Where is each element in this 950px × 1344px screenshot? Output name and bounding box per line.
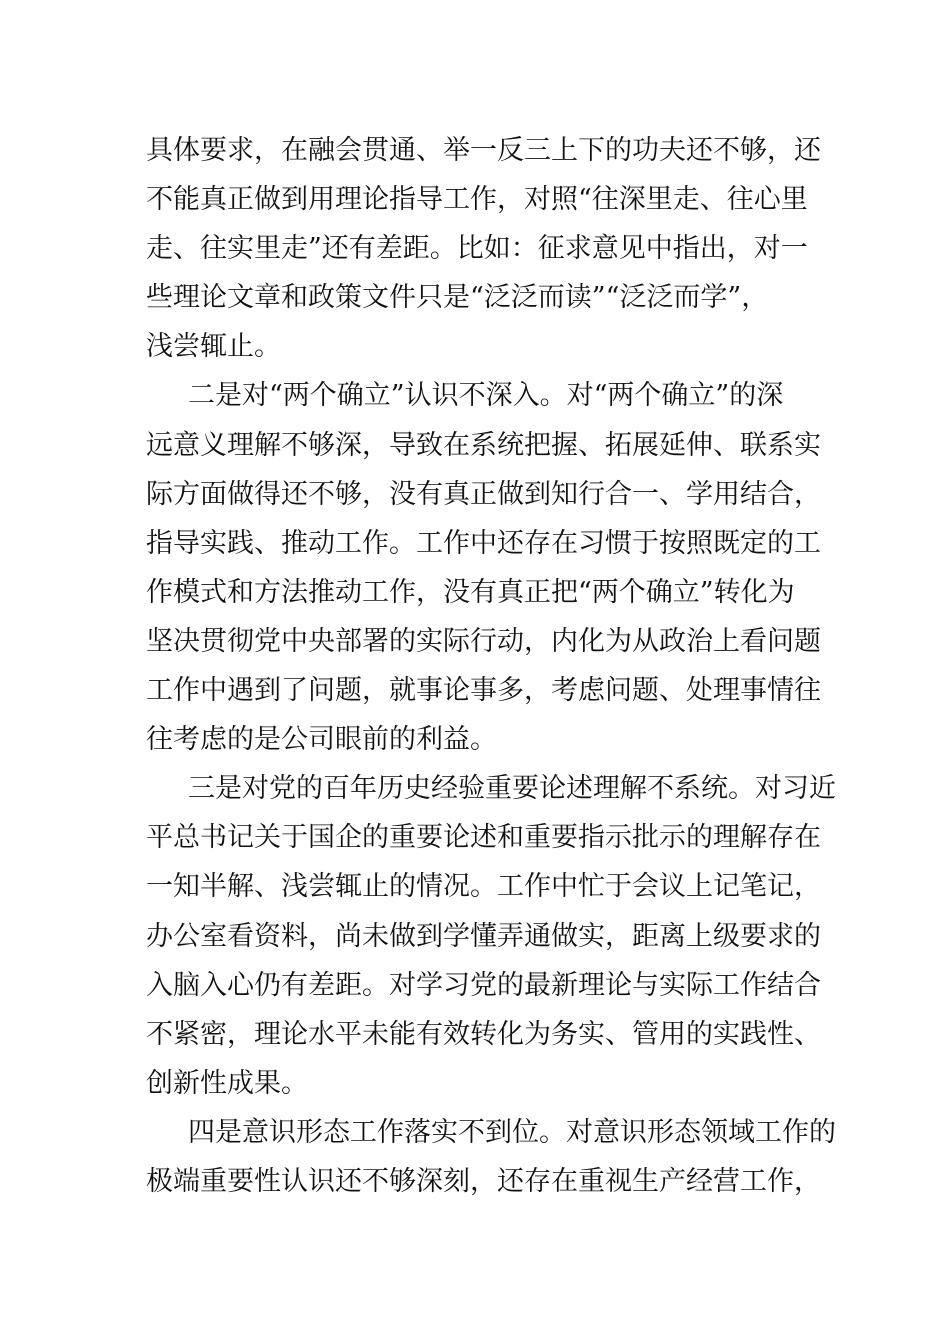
text-line: 不紧密，理论水平未能有效转化为务实、管用的实践性、 — [146, 1018, 821, 1050]
text-line: 三是对党的百年历史经验重要论述理解不系统。对习近 — [188, 773, 836, 805]
text-line: 些理论文章和政策文件只是“泛泛而读”“泛泛而学”， — [146, 282, 769, 314]
text-line: 极端重要性认识还不够深刻，还存在重视生产经营工作， — [146, 1165, 821, 1197]
paragraph-3 — [146, 764, 836, 1108]
text-line: 走、往实里走”还有差距。比如：征求意见中指出，对一 — [146, 233, 808, 265]
text-line: 办公室看资料，尚未做到学懂弄通做实，距离上级要求的 — [146, 920, 821, 952]
text-line: 具体要求，在融会贯通、举一反三上下的功夫还不够，还 — [146, 135, 821, 166]
text-line: 浅尝辄止。 — [146, 331, 281, 363]
text-line: 际方面做得还不够，没有真正做到知行合一、学用结合， — [146, 478, 821, 510]
text-line: 一知半解、浅尝辄止的情况。工作中忙于会议上记笔记， — [146, 871, 821, 903]
text-line: 指导实践、推动工作。工作中还存在习惯于按照既定的工 — [146, 527, 821, 559]
text-line: 工作中遇到了问题，就事论事多，考虑问题、处理事情往 — [146, 675, 821, 707]
paragraph-1 — [146, 126, 821, 371]
text-line: 作模式和方法推动工作，没有真正把“两个确立”转化为 — [146, 576, 795, 608]
document-body — [146, 126, 836, 1206]
text-line: 远意义理解不够深，导致在系统把握、拓展延伸、联系实 — [146, 429, 821, 461]
paragraph-2 — [146, 371, 821, 764]
paragraph-4 — [146, 1108, 836, 1206]
text-line: 入脑入心仍有差距。对学习党的最新理论与实际工作结合 — [146, 969, 821, 1001]
text-line: 坚决贯彻党中央部署的实际行动，内化为从政治上看问题 — [146, 625, 821, 657]
text-line: 平总书记关于国企的重要论述和重要指示批示的理解存在 — [146, 822, 821, 854]
text-line: 不能真正做到用理论指导工作，对照“往深里走、往心里 — [146, 184, 808, 216]
text-line: 往考虑的是公司眼前的利益。 — [146, 724, 497, 756]
text-line: 创新性成果。 — [146, 1067, 308, 1099]
text-line: 四是意识形态工作落实不到位。对意识形态领域工作的 — [188, 1116, 836, 1148]
text-line: 二是对“两个确立”认识不深入。对“两个确立”的深 — [188, 380, 784, 412]
